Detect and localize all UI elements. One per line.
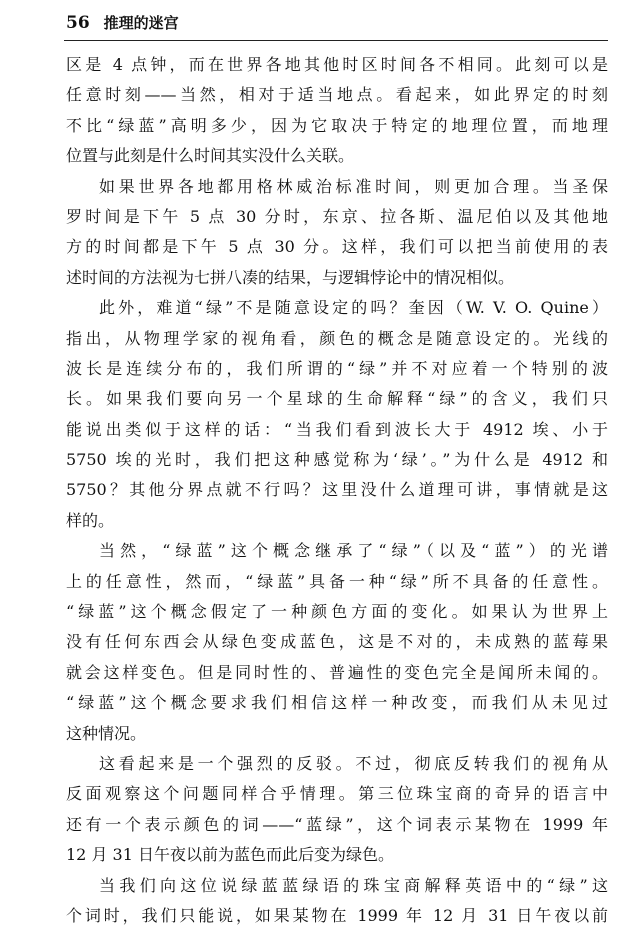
text-line: 当我们向这位说绿蓝蓝绿语的珠宝商解释英语中的“绿”这 xyxy=(99,875,608,895)
text-line: 这看起来是一个强烈的反驳。不过，彻底反转我们的视角从 xyxy=(99,753,608,773)
text-line: 波长是连续分布的，我们所谓的“绿”并不对应着一个特别的波 xyxy=(66,358,608,378)
text-line: 区是 4 点钟，而在世界各地其他时区时间各不相同。此刻可以是 xyxy=(66,55,608,74)
text-line: 方的时间都是下午 5 点 30 分。这样，我们可以把当前使用的表 xyxy=(66,237,608,257)
text-line: 反面观察这个问题同样合乎情理。第三位珠宝商的奇异的语言中 xyxy=(66,784,608,804)
text-line: 上的任意性，然而，“绿蓝”具备一种“绿”所不具备的任意性。 xyxy=(66,571,608,591)
text-line: 没有任何东西会从绿色变成蓝色，这是不对的，未成熟的蓝莓果 xyxy=(66,632,608,652)
text-line: 罗时间是下午 5 点 30 分时，东京、拉各斯、温尼伯以及其他地 xyxy=(66,206,608,226)
text-line: 位置与此刻是什么时间其实没什么关联。 xyxy=(66,146,355,166)
running-header xyxy=(66,12,606,33)
text-line: 指出，从物理学家的视角看，颜色的概念是随意设定的。光线的 xyxy=(66,328,608,348)
header-rule xyxy=(64,40,608,41)
text-line: 能说出类似于这样的话：“当我们看到波长大于 4912 埃、小于 xyxy=(66,419,608,439)
text-line: 这种情况。 xyxy=(66,723,147,743)
page-number: 56 xyxy=(66,13,90,33)
text-line: 如果世界各地都用格林威治标准时间，则更加合理。当圣保 xyxy=(99,176,608,196)
text-line: 任意时刻——当然，相对于适当地点。看起来，如此界定的时刻 xyxy=(66,85,608,105)
text-line: 还有一个表示颜色的词——“蓝绿”，这个词表示某物在 1999 年 xyxy=(66,814,608,834)
text-line: “绿蓝”这个概念假定了一种颜色方面的变化。如果认为世界上 xyxy=(66,602,608,622)
body-text xyxy=(66,50,608,931)
text-line: 样的。 xyxy=(66,510,115,530)
text-line: 5750 埃的光时，我们把这种感觉称为‘绿’。”为什么是 4912 和 xyxy=(66,450,608,470)
text-line: 不比“绿蓝”高明多少，因为它取决于特定的地理位置，而地理 xyxy=(66,115,608,135)
text-line: 此外，难道“绿”不是随意设定的吗？奎因（W. V. O. Quine） xyxy=(99,298,608,318)
text-line: 就会这样变色。但是同时性的、普遍性的变色完全是闻所未闻的。 xyxy=(66,662,608,682)
text-line: 述时间的方法视为七拼八凑的结果，与逻辑悖论中的情况相似。 xyxy=(66,267,515,287)
text-line: 个词时，我们只能说，如果某物在 1999 年 12 月 31 日午夜以前 xyxy=(66,905,608,925)
text-line: 长。如果我们要向另一个星球的生命解释“绿”的含义，我们只 xyxy=(66,389,608,409)
text-line: 当然，“绿蓝”这个概念继承了“绿”（以及“蓝”）的光谱 xyxy=(99,541,608,561)
text-line: “绿蓝”这个概念要求我们相信这样一种改变，而我们从未见过 xyxy=(66,693,608,713)
text-line: 5750？其他分界点就不行吗？这里没什么道理可讲，事情就是这 xyxy=(66,480,608,500)
book-title: 推理的迷宫 xyxy=(103,14,179,32)
text-line: 12 月 31 日午夜以前为蓝色而此后变为绿色。 xyxy=(66,845,394,865)
